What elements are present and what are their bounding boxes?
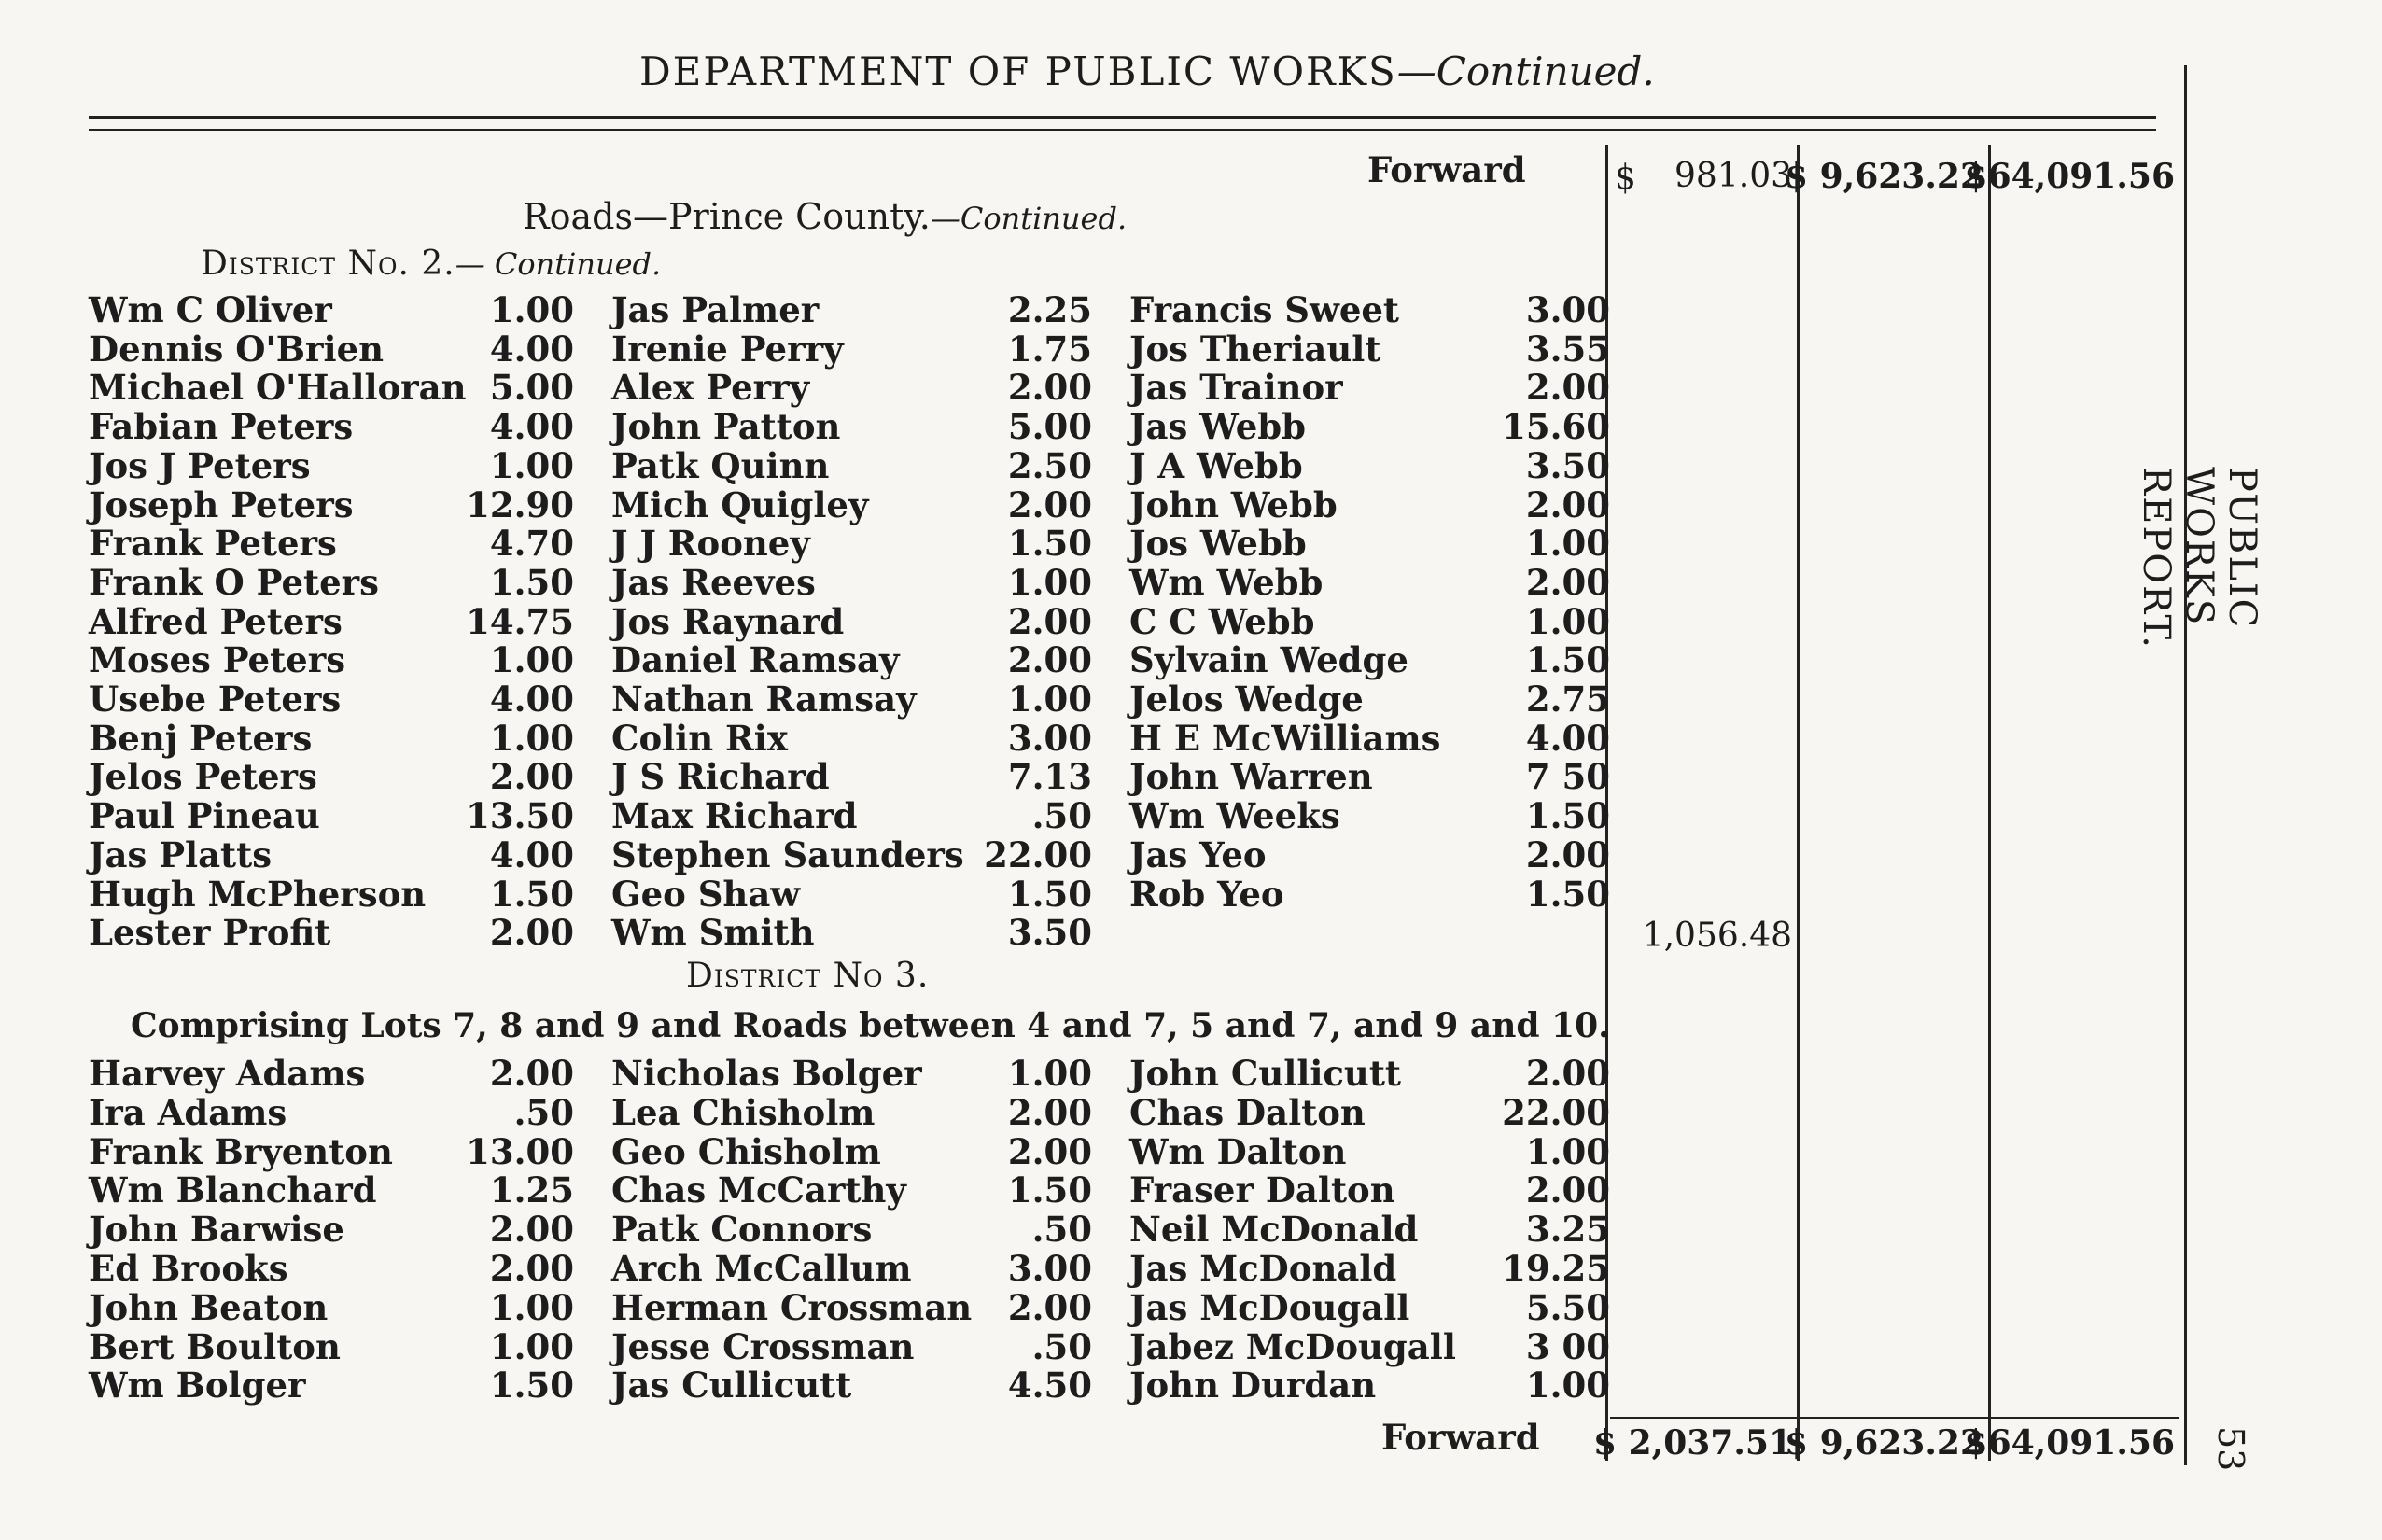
district2-heading-suffix: — Continued. [455, 246, 662, 282]
name-col1: Jas Platts [89, 833, 273, 875]
amount-col2: 2.00 [1007, 1286, 1092, 1328]
amount-col1: .50 [513, 1091, 574, 1133]
name-col3: Wm Webb [1129, 561, 1324, 603]
amount-col1: 2.00 [489, 1053, 574, 1094]
amount-col3: 1.00 [1525, 600, 1610, 642]
amount-col2: 1.00 [1007, 679, 1092, 720]
amount-col1: 1.00 [489, 717, 574, 759]
name-col3: Chas Dalton [1129, 1091, 1366, 1133]
amount-col2: .50 [1031, 1325, 1092, 1367]
name-col1: Dennis O'Brien [89, 328, 385, 370]
name-col2: Irenie Perry [611, 328, 844, 370]
name-col2: Arch McCallum [611, 1248, 912, 1289]
district3-heading: District No 3. [686, 957, 930, 995]
name-col2: Jas Reeves [611, 561, 816, 603]
name-col2: Patk Quinn [611, 444, 830, 486]
district2-row [89, 289, 1610, 329]
name-col2: Patk Connors [611, 1209, 873, 1251]
amount-col3: 19.25 [1502, 1248, 1610, 1289]
amount-col2: 1.00 [1007, 561, 1092, 603]
name-col1: Wm C Oliver [89, 289, 332, 330]
district2-subtotal: 1,056.48 [1642, 917, 1792, 955]
name-col3: Jos Theriault [1129, 328, 1381, 370]
name-col3: Jas Trainor [1129, 367, 1343, 409]
district2-row [89, 601, 1610, 640]
amount-col1: 4.70 [489, 523, 574, 565]
district3-row [89, 1092, 1610, 1131]
name-col1: Fabian Peters [89, 406, 354, 448]
amount-col1: 13.00 [466, 1130, 574, 1172]
amount-col3: 22.00 [1502, 1091, 1610, 1133]
amount-col3: 15.60 [1502, 406, 1610, 448]
amount-col2: .50 [1031, 795, 1092, 837]
amount-col2: 2.00 [1007, 1091, 1092, 1133]
name-col2: Jos Raynard [611, 600, 845, 642]
district3-description: Comprising Lots 7, 8 and 9 and Roads between 4 and 7, 5 and 7, and 9 and 10. [131, 1006, 1610, 1045]
amount-col3: 7 50 [1525, 756, 1610, 798]
name-col2: Stephen Saunders [611, 833, 964, 875]
section-heading-text: Roads—Prince County. [523, 196, 931, 237]
name-col2: Daniel Ramsay [611, 639, 900, 681]
name-col3: Jas Yeo [1129, 833, 1267, 875]
amount-col2: 3.00 [1007, 1248, 1092, 1289]
amount-col1: 1.00 [489, 289, 574, 330]
amount-col1: 2.00 [489, 1209, 574, 1251]
name-col1: Joseph Peters [89, 483, 354, 525]
name-col2: J S Richard [611, 756, 830, 798]
name-col1: Wm Blanchard [89, 1169, 377, 1211]
amount-col2: 2.00 [1007, 1130, 1092, 1172]
name-col3: John Durdan [1129, 1365, 1377, 1407]
district3-row [89, 1131, 1610, 1170]
name-col3: Sylvain Wedge [1129, 639, 1408, 681]
forward-top-dollar: $ [1615, 159, 1636, 197]
amount-col3: 4.00 [1525, 717, 1610, 759]
amount-col3: 2.75 [1525, 679, 1610, 720]
name-col3: Neil McDonald [1129, 1209, 1419, 1251]
amount-col2: 1.50 [1007, 1169, 1092, 1211]
district3-row [89, 1209, 1610, 1251]
amount-col3: 1.00 [1525, 1365, 1610, 1407]
district2-row [89, 367, 1610, 409]
forward-bottom-col2: $ 9,623.22 [1785, 1423, 1983, 1463]
forward-top-col1: 981.03 [1674, 157, 1792, 195]
name-col3: C C Webb [1129, 600, 1315, 642]
amount-col3: 3 00 [1525, 1325, 1610, 1367]
district2-row [89, 445, 1610, 484]
district2-row [89, 874, 1610, 913]
amount-col3: 2.00 [1525, 1053, 1610, 1094]
section-heading-suffix: —Continued. [930, 201, 1128, 236]
district2-row [89, 834, 1610, 874]
amount-col1: 1.50 [489, 1365, 574, 1407]
amount-col1: 13.50 [466, 795, 574, 837]
amount-col1: 14.75 [466, 600, 574, 642]
forward-top-label: Forward [1367, 149, 1526, 190]
name-col1: Alfred Peters [89, 600, 343, 642]
top-rule-thick [89, 116, 2156, 119]
name-col1: Hugh McPherson [89, 873, 427, 915]
title-text: DEPARTMENT OF PUBLIC WORKS [639, 49, 1397, 94]
amount-col3: 1.50 [1525, 873, 1610, 915]
name-col1: Paul Pineau [89, 795, 320, 837]
district2-row [89, 679, 1610, 718]
name-col1: Lester Profit [89, 912, 331, 954]
district2-row [89, 912, 1610, 954]
amount-col1: 4.00 [489, 833, 574, 875]
name-col3: Wm Weeks [1129, 795, 1340, 837]
name-col1: Frank Peters [89, 523, 337, 565]
district2-row [89, 523, 1610, 565]
amount-col1: 1.50 [489, 873, 574, 915]
district2-row [89, 562, 1610, 601]
amount-col2: 1.50 [1007, 523, 1092, 565]
district2-row [89, 718, 1610, 757]
name-col3: John Webb [1129, 483, 1338, 525]
district2-heading [201, 245, 661, 283]
name-col2: Lea Chisholm [611, 1091, 876, 1133]
name-col1: John Beaton [89, 1286, 329, 1328]
name-col2: Jesse Crossman [611, 1325, 915, 1367]
forward-top-col3: $64,091.56 [1964, 157, 2175, 196]
name-col3: Jas Webb [1129, 406, 1307, 448]
district2-row [89, 756, 1610, 798]
name-col1: Frank Bryenton [89, 1130, 393, 1172]
forward-top-col2: $ 9,623.22 [1785, 157, 1983, 196]
amount-col2: 5.00 [1007, 406, 1092, 448]
name-col2: Colin Rix [611, 717, 788, 759]
name-col2: Nicholas Bolger [611, 1053, 922, 1094]
name-col2: J J Rooney [611, 523, 810, 565]
amount-col1: 5.00 [489, 367, 574, 409]
forward-bottom-col1: $ 2,037.51 [1593, 1423, 1792, 1463]
name-col1: Moses Peters [89, 639, 346, 681]
amount-col2: 3.50 [1007, 912, 1092, 954]
name-col3: John Cullicutt [1129, 1053, 1401, 1094]
district2-row [89, 639, 1610, 679]
amount-col3: 3.50 [1525, 444, 1610, 486]
name-col1: Frank O Peters [89, 561, 379, 603]
amount-col3: 1.00 [1525, 1130, 1610, 1172]
district2-row [89, 795, 1610, 837]
district3-row [89, 1248, 1610, 1287]
name-col2: Jas Cullicutt [611, 1365, 852, 1407]
name-col3: Jabez McDougall [1129, 1325, 1456, 1367]
amount-col2: 7.13 [1007, 756, 1092, 798]
name-col2: Mich Quigley [611, 483, 869, 525]
name-col3: John Warren [1129, 756, 1373, 798]
name-col2: Herman Crossman [611, 1286, 973, 1328]
district2-row [89, 406, 1610, 448]
amount-col1: 1.00 [489, 1325, 574, 1367]
amount-col3: 2.00 [1525, 367, 1610, 409]
amount-col3: 1.50 [1525, 795, 1610, 837]
amount-col3: 2.00 [1525, 833, 1610, 875]
district2-row [89, 329, 1610, 368]
amount-col1: 1.25 [489, 1169, 574, 1211]
name-col1: Bert Boulton [89, 1325, 341, 1367]
top-rule-thin [89, 129, 2156, 131]
name-col3: Jos Webb [1129, 523, 1307, 565]
amount-col2: 3.00 [1007, 717, 1092, 759]
name-col1: Wm Bolger [89, 1365, 306, 1407]
amount-col1: 1.50 [489, 561, 574, 603]
amount-col3: 1.50 [1525, 639, 1610, 681]
amount-col2: 2.00 [1007, 483, 1092, 525]
name-col3: H E McWilliams [1129, 717, 1441, 759]
section-heading [523, 196, 1127, 237]
amount-col2: 2.00 [1007, 639, 1092, 681]
name-col2: John Patton [611, 406, 841, 448]
name-col2: Geo Shaw [611, 873, 801, 915]
amount-col3: 5.50 [1525, 1286, 1610, 1328]
amount-col1: 1.00 [489, 639, 574, 681]
amount-col1: 12.90 [466, 483, 574, 525]
district3-row [89, 1365, 1610, 1407]
amount-col3: 3.25 [1525, 1209, 1610, 1251]
name-col2: Jas Palmer [611, 289, 820, 330]
bottom-total-rule [1610, 1417, 2179, 1419]
page-title [639, 49, 1655, 94]
name-col1: Ed Brooks [89, 1248, 288, 1289]
name-col2: Max Richard [611, 795, 858, 837]
name-col1: Michael O'Halloran [89, 367, 467, 409]
money-col-line-3 [1988, 145, 1991, 1461]
title-suffix: —Continued. [1396, 49, 1655, 94]
name-col2: Wm Smith [611, 912, 815, 954]
money-col-line-2 [1797, 145, 1800, 1461]
amount-col1: 4.00 [489, 679, 574, 720]
name-col1: Harvey Adams [89, 1053, 366, 1094]
page-number: 53 [2210, 1426, 2251, 1472]
name-col2: Alex Perry [611, 367, 810, 409]
name-col3: Jelos Wedge [1129, 679, 1364, 720]
district3-row [89, 1287, 1610, 1326]
name-col1: Jelos Peters [89, 756, 317, 798]
name-col1: Usebe Peters [89, 679, 342, 720]
amount-col1: 1.00 [489, 444, 574, 486]
district3-row [89, 1326, 1610, 1365]
side-running-head: PUBLIC WORKS REPORT. [2135, 467, 2263, 650]
amount-col3: 3.55 [1525, 328, 1610, 370]
district2-heading-text: District No. 2. [201, 245, 455, 283]
name-col2: Geo Chisholm [611, 1130, 881, 1172]
name-col3: Jas McDonald [1129, 1248, 1397, 1289]
amount-col1: 2.00 [489, 912, 574, 954]
name-col1: Jos J Peters [89, 444, 311, 486]
amount-col1: 4.00 [489, 328, 574, 370]
name-col1: Benj Peters [89, 717, 313, 759]
name-col3: Jas McDougall [1129, 1286, 1410, 1328]
amount-col1: 1.00 [489, 1286, 574, 1328]
name-col3: J A Webb [1129, 444, 1303, 486]
amount-col3: 1.00 [1525, 523, 1610, 565]
amount-col3: 2.00 [1525, 561, 1610, 603]
amount-col1: 2.00 [489, 1248, 574, 1289]
amount-col2: 2.00 [1007, 367, 1092, 409]
amount-col2: 1.75 [1007, 328, 1092, 370]
amount-col3: 3.00 [1525, 289, 1610, 330]
name-col2: Nathan Ramsay [611, 679, 917, 720]
amount-col2: 4.50 [1007, 1365, 1092, 1407]
name-col3: Fraser Dalton [1129, 1169, 1395, 1211]
amount-col3: 2.00 [1525, 483, 1610, 525]
name-col3: Rob Yeo [1129, 873, 1284, 915]
district3-row [89, 1169, 1610, 1209]
name-col3: Wm Dalton [1129, 1130, 1347, 1172]
amount-col1: 4.00 [489, 406, 574, 448]
name-col1: Ira Adams [89, 1091, 287, 1133]
amount-col2: 1.50 [1007, 873, 1092, 915]
amount-col1: 2.00 [489, 756, 574, 798]
district2-row [89, 484, 1610, 524]
amount-col2: .50 [1031, 1209, 1092, 1251]
name-col2: Chas McCarthy [611, 1169, 906, 1211]
amount-col2: 2.25 [1007, 289, 1092, 330]
margin-rule [2184, 65, 2187, 1465]
amount-col2: 2.50 [1007, 444, 1092, 486]
forward-bottom-col3: $64,091.56 [1964, 1423, 2175, 1463]
amount-col3: 2.00 [1525, 1169, 1610, 1211]
district3-row [89, 1053, 1610, 1092]
name-col3: Francis Sweet [1129, 289, 1400, 330]
forward-bottom-label: Forward [1381, 1417, 1540, 1458]
amount-col2: 2.00 [1007, 600, 1092, 642]
amount-col2: 1.00 [1007, 1053, 1092, 1094]
name-col1: John Barwise [89, 1209, 344, 1251]
amount-col2: 22.00 [984, 833, 1092, 875]
